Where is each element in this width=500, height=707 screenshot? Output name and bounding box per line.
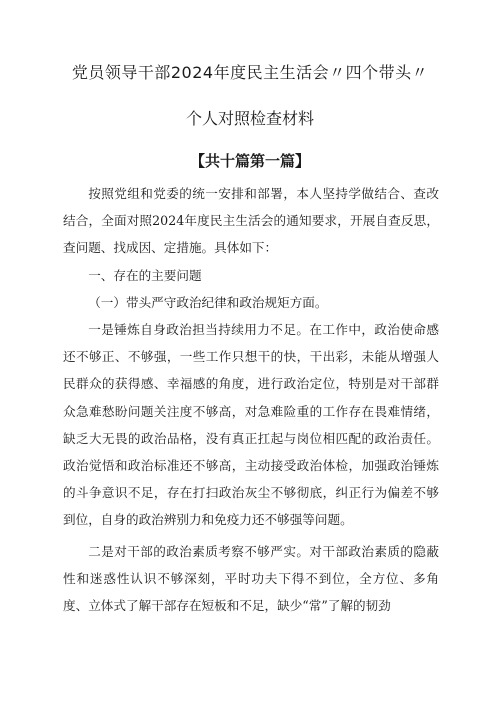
body-paragraph: 一是锤炼自身政治担当持续用力不足。在工作中，政治使命感还不够正、不够强，一些工作只想干的快，干出彩，未能从增强人民群众的获得感、幸福感的角度，进行政治定位，特别是对干部群众急难愁盼问题关注度不够高，对急难险重的工作存在畏难情绪，缺乏大无畏的政治品格，没有真正扛起与岗位相匹配的政治责任。政治觉悟和政治标准还不够高，主动接受政治体检，加强政治锤炼的斗争意识不足，存在打扫政治灰尘不够彻底，纠正行为偏差不够到位，自身的政治辨别力和免疫力还不够强等问题。 xyxy=(63,322,439,528)
body-paragraph: 二是对干部的政治素质考察不够严实。对干部政治素质的隐蔽性和迷惑性认识不够深刻，平时功夫下得不到位，全方位、多角度、立体式了解干部存在短板和不足，缺少“常”了解的韧劲 xyxy=(63,543,439,614)
section-heading: 一、存在的主要问题 xyxy=(88,267,202,283)
document-title: 党员领导干部2024年度民主生活会〃四个带头〃 xyxy=(71,63,429,82)
intro-paragraph: 按照党组和党委的统一安排和部署，本人坚持学做结合、查改结合，全面对照2024年度民主生活会的通知要求，开展自查反思，查问题、找成因、定措施。具体如下： xyxy=(63,186,439,256)
subsection-heading: （一）带头严守政治纪律和政治规矩方面。 xyxy=(88,294,328,310)
collection-note: 【共十篇第一篇】 xyxy=(189,152,310,170)
document-body xyxy=(63,180,439,619)
document-subtitle: 个人对照检查材料 xyxy=(185,109,314,128)
